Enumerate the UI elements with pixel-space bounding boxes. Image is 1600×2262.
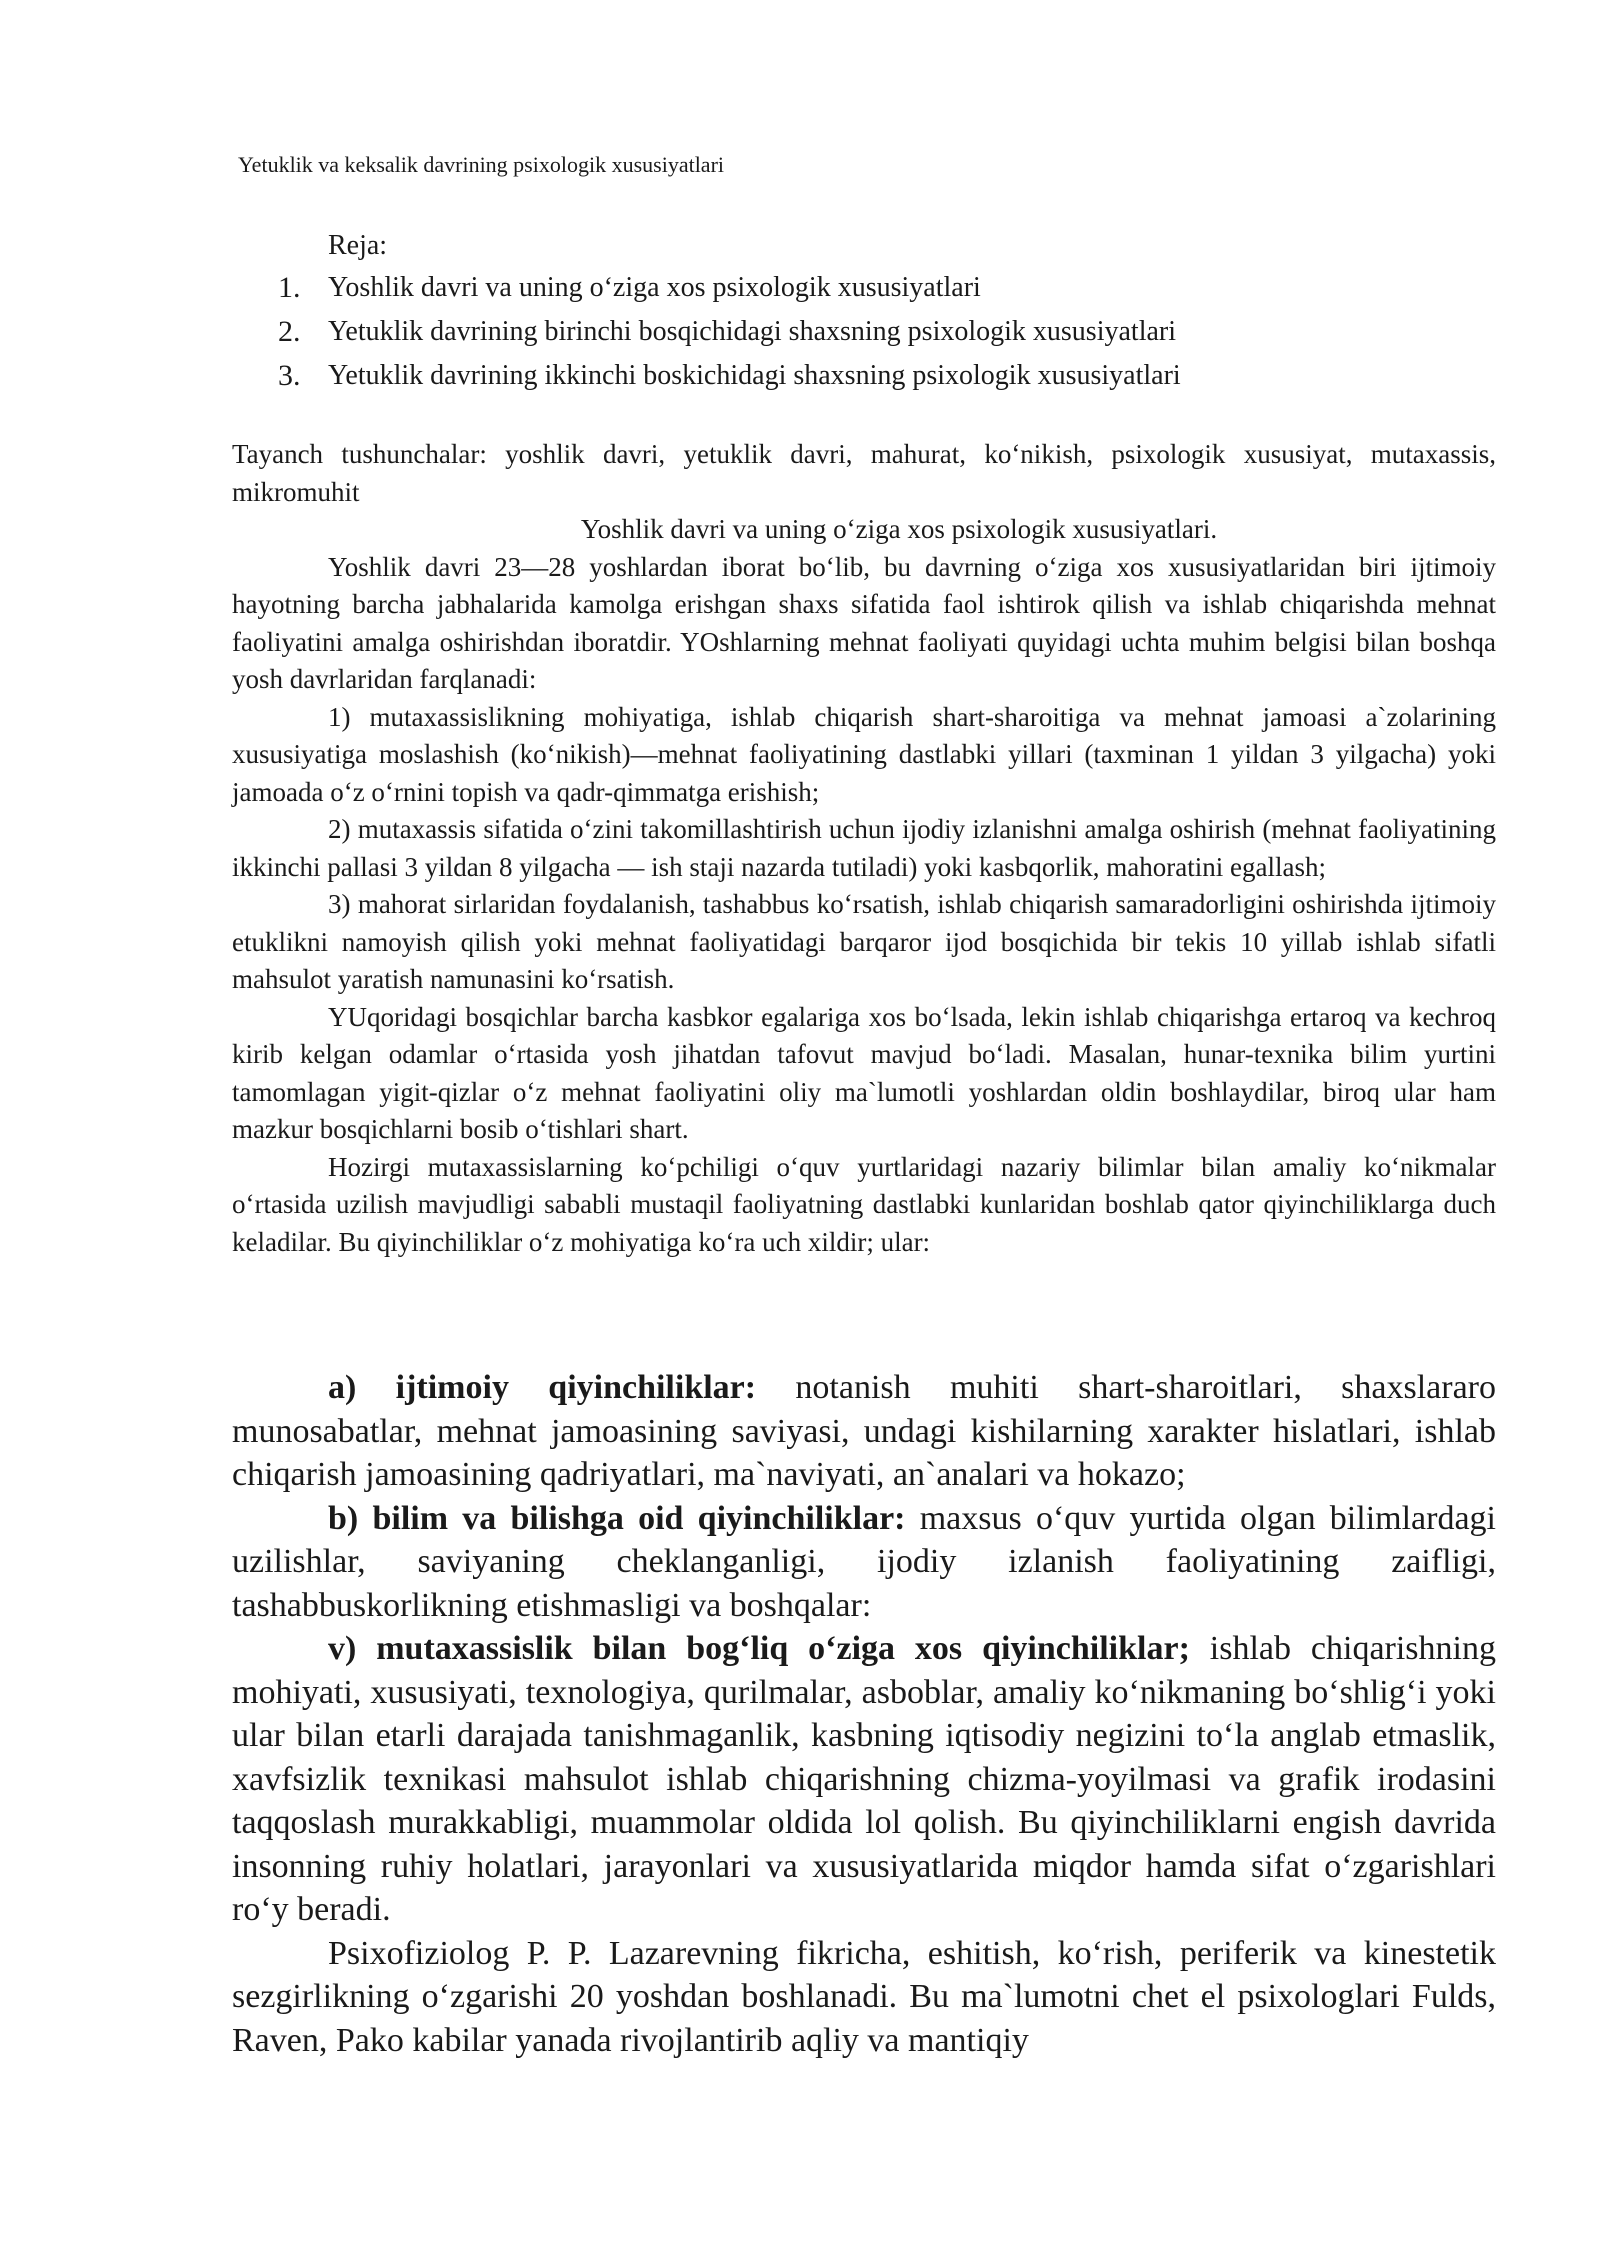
plan-item-text: Yetuklik davrining birinchi bosqichidagi shaxsning psixologik xususiyatlari (328, 316, 1176, 347)
body-paragraph: 3) mahorat sirlaridan foydalanish, tashabbus ko‘rsatish, ishlab chiqarish samaradorligini oshirishda ijtimoiy etuklikni namoyish qilish yoki mehnat faoliyatidagi barqaror ijod bosqichida bir tekis 10 yillab ishlab sifatli mahsulot yaratish namunasini ko‘rsatish. (232, 889, 1496, 994)
body-paragraph: YUqoridagi bosqichlar barcha kasbkor egalariga xos bo‘lsada, lekin ishlab chiqarishga ertaroq va kechroq kirib kelgan odamlar o‘rtasida yosh jihatdan tafovut mavjud bo‘ladi. Masalan, hunar-texnika bilim yurtini tamomlagan yigit-qizlar o‘z mehnat faoliyatini oliy ma`lumotli yoshlardan oldin boshlaydilar, biroq ular ham mazkur bosqichlarni bosib o‘tishlari shart. (232, 1001, 1496, 1144)
final-paragraph: Psixofiziolog P. P. Lazarevning fikricha, eshitish, ko‘rish, periferik va kinestetik sezgirlikning o‘zgarishi 20 yoshdan boshlanadi. Bu ma`lumotni chet el psixologlari Fulds, Raven, Pako kabilar yanada rivojlantirib aqliy va mantiqiy (232, 1934, 1496, 2059)
body-paragraph: Yoshlik davri 23—28 yoshlardan iborat bo‘lib, bu davrning o‘ziga xos xususiyatlaridan biri ijtimoiy hayotning barcha jabhalarida kamolga erishgan shaxs sifatida faol ishtirok qilish va ishlab chiqarishda mehnat faoliyatini amalga oshirishdan iboratdir. YOshlarning mehnat faoliyati quyidagi uchta muhim belgisi bilan boshqa yosh davrlaridan farqlanadi: (232, 551, 1496, 694)
body-paragraph: 1) mutaxassislikning mohiyatiga, ishlab chiqarish shart-sharoitiga va mehnat jamoasi a`zolarining xususiyatiga moslashish (ko‘nikish)—mehnat faoliyatining dastlabki yillari (taxminan 1 yildan 3 yilgacha) yoki jamoada o‘z o‘rnini topish va qadr-qimmatga erishish; (232, 701, 1496, 807)
difficulty-label: v) mutaxassislik bilan bog‘liq o‘ziga xos qiyinchiliklar; (328, 1630, 1190, 1667)
body-paragraph: Hozirgi mutaxassislarning ko‘pchiligi o‘quv yurtlaridagi nazariy bilimlar bilan amaliy ko‘nikmalar o‘rtasida uzilish mavjudligi sababli mustaqil faoliyatning dastlabki kunlaridan boshlab qator qiyinchiliklarga duch keladilar. Bu qiyinchiliklar o‘z mohiyatiga ko‘ra uch xildir; ular: (232, 1151, 1496, 1257)
plan-item-number: 1. (278, 271, 301, 304)
difficulty-paragraph (232, 1366, 1496, 1497)
plan-item-text: Yetuklik davrining ikkinchi boskichidagi shaxsning psixologik xususiyatlari (328, 360, 1181, 391)
difficulty-text: maxsus o‘quv yurtida olgan bilimlardagi uzilishlar, saviyaning cheklanganligi, ijodiy izlanish faoliyatining zaifligi, tashabbuskorlikning etishmasligi va boshqalar: (232, 1499, 1496, 1624)
difficulty-label: b) bilim va bilishga oid qiyinchiliklar: (328, 1499, 906, 1537)
plan-list (278, 266, 1181, 398)
plan-item (278, 354, 1181, 398)
body-paragraph: 2) mutaxassis sifatida o‘zini takomillashtirish uchun ijodiy izlanishni amalga oshirish (mehnat faoliyatining ikkinchi pallasi 3 yildan 8 yilgacha — ish staji nazarda tutiladi) yoki kasbqorlik, mahoratini egallash; (232, 814, 1496, 882)
difficulty-label: a) ijtimoiy qiyinchiliklar: (328, 1369, 757, 1406)
difficulty-paragraph (232, 1497, 1496, 1628)
section-heading: Yoshlik davri va uning o‘ziga xos psixologik xususiyatlari. (580, 514, 1218, 544)
plan-item-number: 3. (278, 359, 301, 392)
plan-item (278, 310, 1181, 354)
plan-heading: Reja: (328, 230, 388, 261)
document-title: Yetuklik va keksalik davrining psixologik xususiyatlari (238, 152, 725, 177)
plan-item-number: 2. (278, 315, 301, 348)
difficulty-text: ishlab chiqarishning mohiyati, xususiyati, texnologiya, qurilmalar, asboblar, amaliy ko‘nikmaning bo‘shlig‘i yoki ular bilan etarli darajada tanishmaganlik, kasbning iqtisodiy negizini to‘la anglab etmaslik, xavfsizlik texnikasi mahsulot ishlab chiqarishning chizma-yoyilmasi va grafik irodasini taqqoslash murakkabligi, muammolar oldida lol qolish. Bu qiyinchiliklarni engish davrida insonning ruhiy holatlari, jarayonlari va xususiyatlarida miqdor hamda sifat o‘zgarishlari ro‘y beradi. (232, 1630, 1496, 1928)
plan-item (278, 266, 1181, 310)
difficulty-text: notanish muhiti shart-sharoitlari, shaxslararo munosabatlar, mehnat jamoasining saviyasi, undagi kishilarning xarakter hislatlari, ishlab chiqarish jamoasining qadriyatlari, ma`naviyati, an`analari va hokazo; (232, 1369, 1496, 1493)
keywords-paragraph: Tayanch tushunchalar: yoshlik davri, yetuklik davri, mahurat, ko‘nikish, psixologik xususiyat, mutaxassis, mikromuhit (232, 439, 1496, 507)
body-text (232, 436, 1496, 1261)
difficulty-paragraph (232, 1627, 1496, 1932)
difficulties-section (232, 1366, 1496, 2062)
plan-item-text: Yoshlik davri va uning o‘ziga xos psixologik xususiyatlari (328, 272, 981, 303)
